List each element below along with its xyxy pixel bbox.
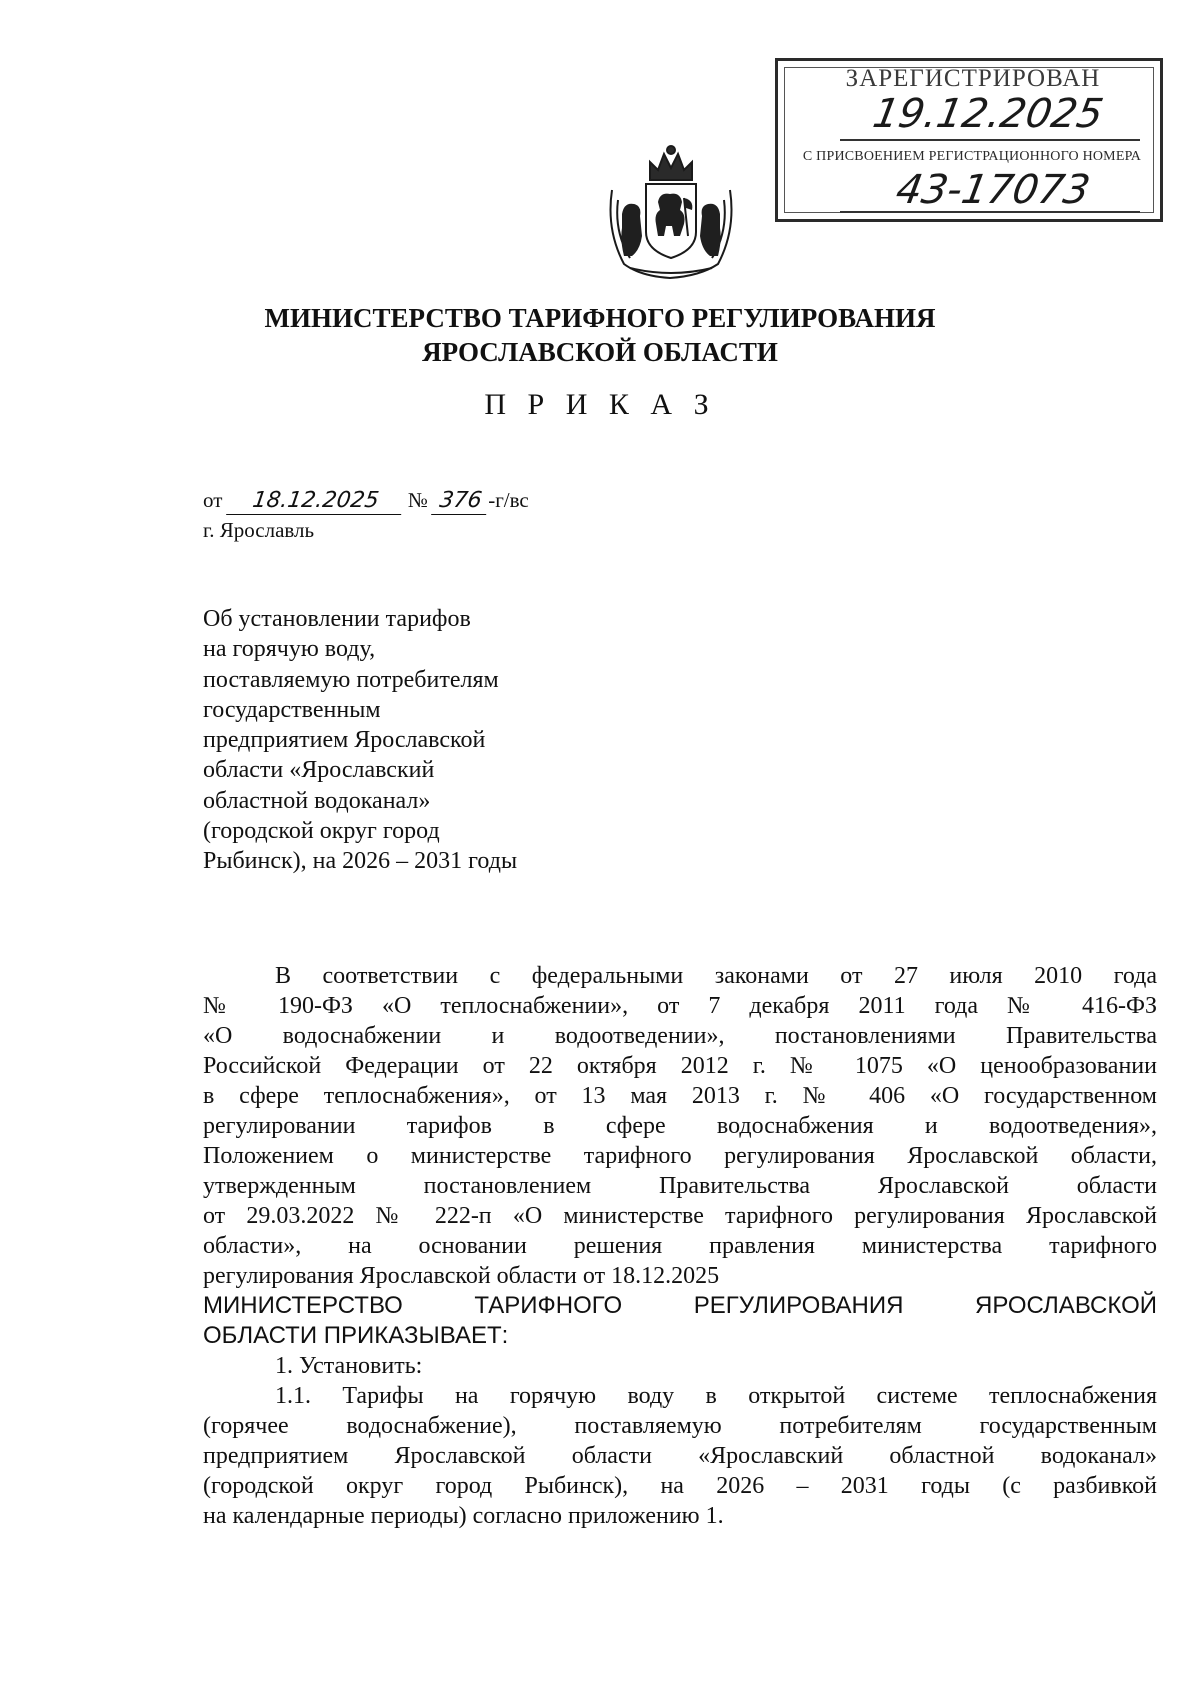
order-subject bbox=[203, 604, 517, 877]
item-1-1-line: 1.1. Тарифы на горячую воду в открытой системе теплоснабжения bbox=[275, 1383, 1157, 1409]
preamble-line: Российской Федерации от 22 октября 2012 г. № 1075 «О ценообразовании bbox=[203, 1053, 1157, 1079]
order-body bbox=[203, 961, 1157, 1531]
item-1-1-line: предприятием Ярославской области «Ярославский областной водоканал» bbox=[203, 1443, 1157, 1469]
ministry-name-line2: ЯРОСЛАВСКОЙ ОБЛАСТИ bbox=[422, 337, 778, 367]
preamble-line: регулировании тарифов в сфере водоснабжения и водоотведения», bbox=[203, 1113, 1157, 1139]
preamble-line: «О водоснабжении и водоотведении», постановлениями Правительства bbox=[203, 1023, 1157, 1049]
registration-stamp bbox=[775, 58, 1163, 222]
item-1-1-line: (городской округ город Рыбинск), на 2026 – 2031 годы (с разбивкой bbox=[203, 1473, 1157, 1499]
subject-line: поставляемую потребителям bbox=[203, 666, 499, 693]
subject-line: (городской округ город bbox=[203, 818, 440, 845]
decree-heading-line2: ОБЛАСТИ ПРИКАЗЫВАЕТ: bbox=[203, 1322, 509, 1349]
order-number: 376 bbox=[431, 488, 490, 515]
subject-line: области «Ярославский bbox=[203, 757, 435, 784]
stamp-registration-number: 43-17073 bbox=[892, 167, 1094, 213]
preamble-line: утвержденным постановлением Правительства Ярославской области bbox=[203, 1173, 1157, 1199]
stamp-subtitle: С ПРИСВОЕНИЕМ РЕГИСТРАЦИОННОГО НОМЕРА bbox=[802, 149, 1142, 164]
subject-line: на горячую воду, bbox=[203, 636, 376, 663]
order-number-suffix: -г/вс bbox=[488, 488, 529, 512]
number-label: № bbox=[407, 488, 428, 512]
coat-of-arms-icon bbox=[600, 140, 742, 282]
item-1-1-line: (горячее водоснабжение), поставляемую потребителям государственным bbox=[203, 1413, 1157, 1439]
from-label: от bbox=[203, 488, 223, 512]
order-date: 18.12.2025 bbox=[226, 488, 405, 515]
preamble-line: В соответствии с федеральными законами от 27 июля 2010 года bbox=[275, 963, 1157, 989]
preamble-last-line: регулирования Ярославской области от 18.12.2025 bbox=[203, 1263, 720, 1289]
stamp-title: ЗАРЕГИСТРИРОВАН bbox=[845, 65, 1101, 92]
preamble-line: от 29.03.2022 № 222-п «О министерстве тарифного регулирования Ярославской bbox=[203, 1203, 1157, 1229]
subject-line: областной водоканал» bbox=[203, 787, 431, 814]
item-1: 1. Установить: bbox=[275, 1353, 423, 1379]
stamp-date-underline bbox=[840, 139, 1140, 141]
subject-line: государственным bbox=[203, 696, 381, 723]
preamble-line: № 190-ФЗ «О теплоснабжении», от 7 декабря 2011 года № 416-ФЗ bbox=[203, 993, 1157, 1019]
item-1-1-last-line: на календарные периоды) согласно приложению 1. bbox=[203, 1503, 724, 1529]
stamp-registration-date: 19.12.2025 bbox=[869, 91, 1107, 137]
ministry-name-line1: МИНИСТЕРСТВО ТАРИФНОГО РЕГУЛИРОВАНИЯ bbox=[264, 303, 936, 333]
preamble-line: в сфере теплоснабжения», от 13 мая 2013 г. № 406 «О государственном bbox=[203, 1083, 1157, 1109]
decree-heading-line1: МИНИСТЕРСТВО ТАРИФНОГО РЕГУЛИРОВАНИЯ ЯРОСЛАВСКОЙ bbox=[203, 1292, 1157, 1319]
document-type-title: П Р И К А З bbox=[484, 388, 716, 421]
preamble-line: Положением о министерстве тарифного регулирования Ярославской области, bbox=[203, 1143, 1157, 1169]
subject-line: Об установлении тарифов bbox=[203, 606, 471, 632]
preamble-line: области», на основании решения правления министерства тарифного bbox=[203, 1233, 1157, 1259]
stamp-number-underline bbox=[840, 211, 1140, 213]
order-date-number-line bbox=[203, 487, 529, 515]
order-city: г. Ярославль bbox=[203, 518, 315, 542]
subject-line: Рыбинск), на 2026 – 2031 годы bbox=[203, 848, 518, 875]
subject-line: предприятием Ярославской bbox=[203, 727, 486, 754]
